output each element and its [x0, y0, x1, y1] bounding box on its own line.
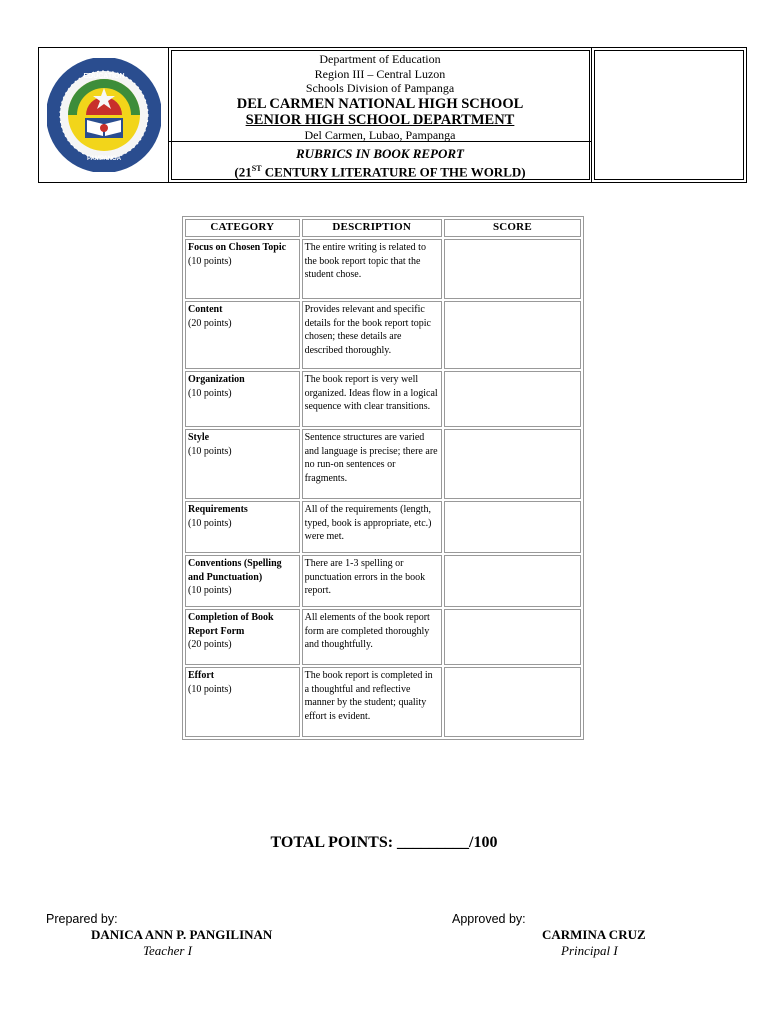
description-cell: Provides relevant and specific details for the book report topic chosen; these details are described thoroughly.	[302, 301, 442, 369]
score-cell[interactable]	[444, 301, 581, 369]
school-name: DEL CARMEN NATIONAL HIGH SCHOOL	[236, 95, 524, 112]
category-cell	[185, 301, 300, 369]
deped-seal-logo	[47, 58, 161, 172]
table-row	[185, 239, 581, 299]
approved-by-position: Principal I	[561, 943, 618, 958]
table-row	[185, 667, 581, 737]
rubric-table	[182, 216, 584, 740]
score-cell[interactable]	[444, 501, 581, 553]
category-points: (20 points)	[188, 317, 232, 329]
prepared-by-position: Teacher I	[143, 943, 192, 958]
description-cell: All elements of the book report form are completed thoroughly and thoughtfully.	[302, 609, 442, 665]
score-cell[interactable]	[444, 371, 581, 427]
category-cell	[185, 667, 300, 737]
category-cell	[185, 371, 300, 427]
category-name: Focus on Chosen Topic	[188, 242, 287, 253]
category-name: Completion of Book Report Form	[188, 612, 274, 637]
column-header-description: DESCRIPTION	[302, 219, 442, 237]
approved-by-label: Approved by:	[452, 912, 526, 926]
school-address: Del Carmen, Lubao, Pampanga	[304, 127, 456, 142]
document-title: RUBRICS IN BOOK REPORT	[296, 146, 464, 161]
document-title-block	[169, 142, 591, 182]
description-cell: The entire writing is related to the book report topic that the student chose.	[302, 239, 442, 299]
category-cell	[185, 501, 300, 553]
category-points: (20 points)	[188, 639, 232, 650]
department-name: Department of Education	[319, 52, 441, 66]
category-cell	[185, 609, 300, 665]
approved-by-block	[452, 912, 646, 959]
approved-by-name: CARMINA CRUZ	[542, 927, 646, 942]
table-row	[185, 429, 581, 499]
division-name: Schools Division of Pampanga	[305, 81, 455, 95]
category-name: Conventions (Spelling and Punctuation)	[188, 558, 282, 583]
description-cell: There are 1-3 spelling or punctuation errors in the book report.	[302, 555, 442, 607]
table-row	[185, 371, 581, 427]
category-points: (10 points)	[188, 517, 232, 529]
table-header-row	[185, 219, 581, 237]
header-center-cell	[169, 48, 592, 182]
prepared-by-label: Prepared by:	[46, 912, 118, 926]
svg-text:EDUCATION: EDUCATION	[82, 73, 125, 80]
category-points: (10 points)	[188, 445, 232, 457]
score-cell[interactable]	[444, 609, 581, 665]
document-subtitle: (21ST CENTURY LITERATURE OF THE WORLD)	[234, 164, 526, 180]
prepared-by-name: DANICA ANN P. PANGILINAN	[91, 927, 273, 942]
table-row	[185, 609, 581, 665]
description-cell: Sentence structures are varied and language is precise; there are no run-on sentences or fragments.	[302, 429, 442, 499]
category-name: Requirements	[188, 504, 248, 515]
category-points: (10 points)	[188, 585, 232, 596]
score-cell[interactable]	[444, 239, 581, 299]
table-row	[185, 555, 581, 607]
prepared-by-block	[46, 912, 272, 959]
header-right-cell	[592, 48, 746, 182]
score-cell[interactable]	[444, 555, 581, 607]
column-header-score: SCORE	[444, 219, 581, 237]
total-points: TOTAL POINTS: _________/100	[270, 834, 498, 851]
document-header	[38, 47, 747, 183]
school-address-block	[169, 48, 591, 142]
category-cell	[185, 429, 300, 499]
category-points: (10 points)	[188, 683, 232, 695]
category-points: (10 points)	[188, 255, 232, 267]
table-row	[185, 501, 581, 553]
table-row	[185, 301, 581, 369]
category-cell	[185, 239, 300, 299]
category-name: Style	[188, 432, 210, 443]
category-cell	[185, 555, 300, 607]
score-cell[interactable]	[444, 429, 581, 499]
category-points: (10 points)	[188, 387, 232, 399]
category-name: Content	[188, 304, 223, 315]
description-cell: The book report is completed in a thoughtful and reflective manner by the student; quality effort is evident.	[302, 667, 442, 737]
category-name: Organization	[188, 374, 245, 385]
description-cell: All of the requirements (length, typed, book is appropriate, etc.) were met.	[302, 501, 442, 553]
score-cell[interactable]	[444, 667, 581, 737]
category-name: Effort	[188, 670, 215, 681]
logo-cell	[39, 48, 169, 182]
column-header-category: CATEGORY	[185, 219, 300, 237]
region-name: Region III – Central Luzon	[314, 66, 446, 81]
description-cell: The book report is very well organized. Ideas flow in a logical sequence with clear transitions.	[302, 371, 442, 427]
school-department: SENIOR HIGH SCHOOL DEPARTMENT	[245, 111, 515, 128]
svg-text:PAMPANGA: PAMPANGA	[86, 156, 121, 162]
